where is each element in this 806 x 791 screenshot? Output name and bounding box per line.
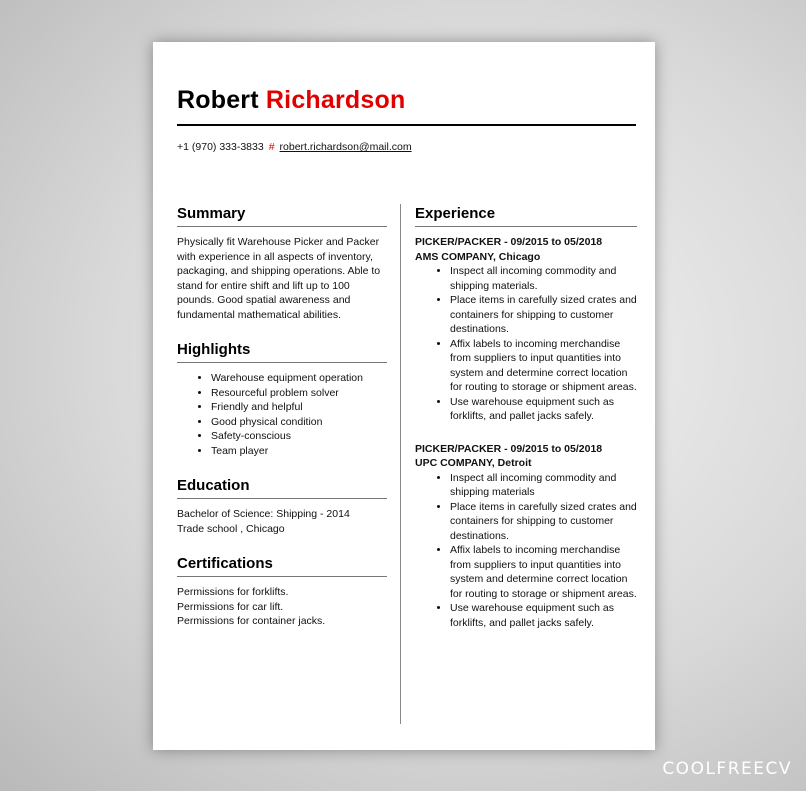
section-divider [177,226,387,227]
education-line: Trade school , Chicago [177,522,285,535]
certification-line: Permissions for container jacks. [177,615,326,627]
summary-heading: Summary [177,205,246,222]
list-item: • Inspect all incoming commodity and shipping materials. [450,264,637,293]
left-column [177,204,387,629]
list-item: • Safety-conscious [211,429,387,444]
section-divider [177,498,387,499]
summary-text: Physically fit Warehouse Picker and Packer with experience in all aspects of inventory, packaging, and shipping operations. Able to stand for entire shift and lift up to 100 pounds. Good spatial awareness and fundamental mathematical abilities. [177,236,381,321]
job-title: PICKER/PACKER - 09/2015 to 05/2018 [415,236,603,248]
list-item: • Place items in carefully sized crates and containers for shipping to customer destinations. [450,500,637,544]
resume-page [153,42,655,750]
phone: +1 (970) 333-3833 [177,141,264,153]
list-item: • Affix labels to incoming merchandise from suppliers to input quantities into system and determine correct location for routing to storage or shipment areas. [450,337,637,395]
list-item: • Team player [211,444,387,459]
list-item: • Friendly and helpful [211,400,387,415]
list-item: • Inspect all incoming commodity and shipping materials [450,471,637,500]
list-item: • Resourceful problem solver [211,386,387,401]
first-name: Robert [177,86,259,114]
job-entry [415,235,637,424]
job-entry [415,442,637,631]
header-divider [177,124,636,126]
experience-heading: Experience [415,205,496,222]
job-company: AMS COMPANY, Chicago [415,250,541,263]
certifications-section [177,554,387,629]
list-item: • Use warehouse equipment such as forklifts, and pallet jacks safely. [450,601,637,630]
column-divider [400,204,401,724]
list-item: • Warehouse equipment operation [211,371,387,386]
section-divider [177,576,387,577]
education-heading: Education [177,477,250,494]
education-line: Bachelor of Science: Shipping - 2014 [177,508,350,520]
contact-separator: # [268,141,275,153]
coolfreecv-logo: COOLFREECV [662,759,792,779]
education-section [177,476,387,536]
list-item: • Affix labels to incoming merchandise from suppliers to input quantities into system and determine correct location for routing to storage or shipment areas. [450,543,637,601]
email-link[interactable]: robert.richardson@mail.com [279,141,412,153]
list-item: • Place items in carefully sized crates and containers for shipping to customer destinations. [450,293,637,337]
last-name: Richardson [265,86,406,114]
section-divider [415,226,637,227]
experience-section [415,204,637,630]
highlights-list [177,371,387,458]
job-bullets [415,264,637,424]
contact-line [177,141,412,153]
certifications-heading: Certifications [177,555,273,572]
section-divider [177,362,387,363]
job-title: PICKER/PACKER - 09/2015 to 05/2018 [415,442,603,455]
highlights-heading: Highlights [177,341,251,358]
certification-line: Permissions for forklifts. [177,586,289,598]
job-bullets [415,471,637,631]
list-item: • Good physical condition [211,415,387,430]
job-company: UPC COMPANY, Detroit [415,457,532,469]
summary-section [177,204,387,322]
right-column [415,204,637,630]
highlights-section [177,340,387,458]
list-item: • Use warehouse equipment such as forklifts, and pallet jacks safely. [450,395,637,424]
certification-line: Permissions for car lift. [177,600,284,613]
resume-name [177,86,405,115]
